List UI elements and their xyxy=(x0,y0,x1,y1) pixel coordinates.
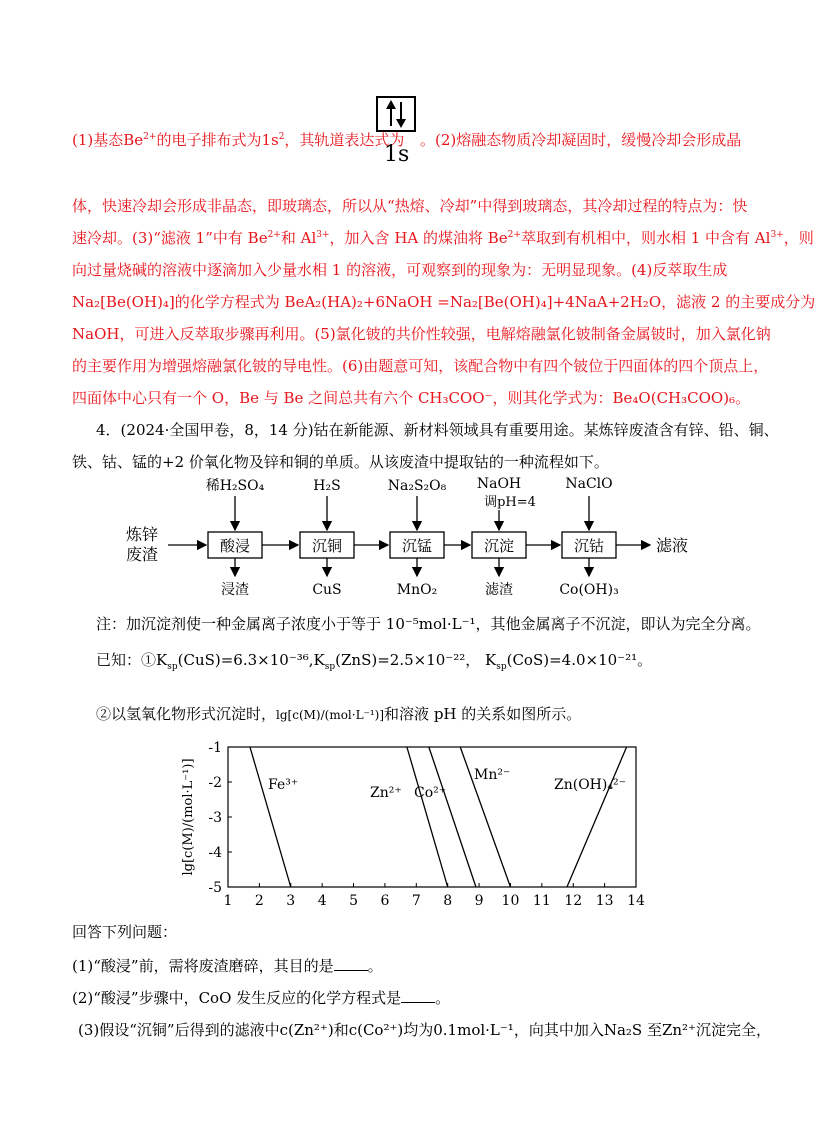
up-down-arrows-icon xyxy=(378,98,414,130)
superscript: 2 xyxy=(278,132,285,142)
flow-step-label: 沉铜 xyxy=(311,537,343,555)
text: (ZnS)=2.5×10⁻²²， K xyxy=(335,651,497,669)
text: 的电子排布式为1s xyxy=(156,131,279,149)
flow-step-label: 酸浸 xyxy=(219,537,251,555)
answer-blank[interactable] xyxy=(401,988,435,1003)
text: (1)基态Be xyxy=(72,131,144,149)
process-flow-diagram xyxy=(120,470,720,600)
text: (2)“酸浸”步骤中，CoO 发生反应的化学方程式是 xyxy=(72,989,402,1007)
text: 和溶液 pH 的关系如图所示。 xyxy=(384,705,582,723)
superscript: 3+ xyxy=(770,230,784,240)
reagent-label: 稀H₂SO₄ xyxy=(205,478,265,494)
x-tick-label: 1 xyxy=(223,893,233,909)
answer-blank[interactable] xyxy=(334,956,368,971)
reagent-label: Na₂S₂O₈ xyxy=(387,478,447,494)
text: 已知：① xyxy=(96,651,157,669)
y-tick-label: -4 xyxy=(208,845,222,861)
reagent-label: NaOH xyxy=(476,476,522,492)
text: ，加入含 HA 的煤油将 Be xyxy=(329,229,508,247)
solution-line-8: 四面体中心只有一个 O，Be 与 Be 之间总共有六个 CH₃COO⁻，则其化学式为：Be₄O(CH₃COO)₆。 xyxy=(72,389,751,407)
text: (CoS)=4.0×10⁻²¹ xyxy=(506,651,638,669)
flow-step-label: 沉淀 xyxy=(483,537,515,555)
solution-line-3 xyxy=(72,228,814,248)
y-tick-label: -5 xyxy=(208,880,222,896)
series-label: Fe³⁺ xyxy=(268,777,299,793)
text: (1)“酸浸”前，需将废渣磨碎，其目的是 xyxy=(72,957,334,975)
x-tick-label: 5 xyxy=(349,893,358,909)
flow-start-1: 炼锌 xyxy=(126,525,159,544)
product-label: CuS xyxy=(312,582,342,598)
flow-start-2: 废渣 xyxy=(126,545,159,564)
x-tick-label: 4 xyxy=(317,893,327,909)
x-tick-label: 13 xyxy=(595,893,614,909)
reagent-extra-label: 调pH=4 xyxy=(484,495,536,510)
note-line: 注：加沉淀剂使一种金属离子浓度小于等于 10⁻⁵mol·L⁻¹，其他金属离子不沉淀，即认为完全分离。 xyxy=(96,615,761,633)
solution-line-7: 的主要作用为增强熔融氯化铍的导电性。(6)由题意可知，该配合物中有四个铍位于四面体的四个顶点上， xyxy=(72,357,769,375)
text: 。 xyxy=(637,651,653,669)
text: 和 Al xyxy=(280,229,317,247)
text: (CuS)=6.3×10⁻³⁶,K xyxy=(177,651,325,669)
solution-line-1b: 。(2)熔融态物质冷却凝固时，缓慢冷却会形成晶 xyxy=(420,131,742,149)
x-tick-label: 9 xyxy=(474,893,484,909)
known-line xyxy=(96,650,652,670)
subscript: sp xyxy=(496,662,507,672)
series-label: Co²⁺ xyxy=(414,785,447,801)
reagent-label: H₂S xyxy=(313,478,341,494)
solution-line-6: NaOH，可进入反萃取步骤再利用。(5)氯化铍的共价性较强，电解熔融氯化铍制备金属铍时，加入氯化钠 xyxy=(72,325,771,343)
superscript: 3+ xyxy=(316,230,330,240)
sub-question-3: (3)假设“沉铜”后得到的滤液中c(Zn²⁺)和c(Co²⁺)均为0.1mol·L⁻¹，向其中加入Na₂S 至Zn²⁺沉淀完全， xyxy=(78,1021,771,1039)
question-line-1: 4．(2024·全国甲卷，8，14 分)钴在新能源、新材料领域具有重要用途。某炼锌废渣含有锌、铅、铜、 xyxy=(96,421,779,439)
y-tick-label: -1 xyxy=(208,740,222,756)
flow-step-acid-leach xyxy=(208,532,262,558)
text: 。 xyxy=(367,957,383,975)
flow-step-precipitate xyxy=(472,532,526,558)
solution-line-2: 体，快速冷却会形成非晶态，即玻璃态，所以从“热熔、冷却”中得到玻璃态，其冷却过程的特点为：快 xyxy=(72,197,748,215)
solution-line-5: Na₂[Be(OH)₄]的化学方程式为 BeA₂(HA)₂+6NaOH =Na₂[Be(OH)₄]+4NaA+2H₂O，滤液 2 的主要成分为 xyxy=(72,293,815,311)
series-line xyxy=(567,747,627,887)
solution-line-4: 向过量烧碱的溶液中逐滴加入少量水相 1 的溶液，可观察到的现象为：无明显现象。(4)反萃取生成 xyxy=(72,261,728,279)
solution-line-1 xyxy=(72,130,404,150)
y-axis-label: lg[c(M)/(mol·L⁻¹)] xyxy=(181,758,196,876)
product-label: 滤渣 xyxy=(485,582,513,598)
superscript: 2+ xyxy=(143,132,157,142)
question-line-2: 铁、钴、锰的+2 价氧化物及锌和铜的单质。从该废渣中提取钴的一种流程如下。 xyxy=(72,453,609,471)
flow-step-label: 沉锰 xyxy=(401,537,433,555)
superscript: 2+ xyxy=(267,230,281,240)
y-tick-label: -2 xyxy=(208,775,222,791)
text: 。 xyxy=(435,989,451,1007)
text: 萃取到有机相中，则水相 1 中含有 Al xyxy=(520,229,771,247)
flow-step-copper xyxy=(300,532,354,558)
x-tick-label: 12 xyxy=(564,893,583,909)
superscript: 2+ xyxy=(507,230,521,240)
subscript: sp xyxy=(324,662,336,672)
text: ，则 xyxy=(783,229,814,247)
x-tick-label: 3 xyxy=(286,893,296,909)
flow-step-cobalt xyxy=(562,532,616,558)
formula: lg[c(M)/(mol·L⁻¹)] xyxy=(276,708,385,722)
product-label: MnO₂ xyxy=(396,582,438,598)
series-label: Zn(OH)₄²⁻ xyxy=(554,777,626,793)
x-tick-label: 11 xyxy=(532,893,551,909)
lg-concentration-vs-ph-chart xyxy=(170,735,670,915)
flow-end: 滤液 xyxy=(656,536,689,555)
plot-frame xyxy=(228,747,636,887)
x-tick-label: 2 xyxy=(254,893,264,909)
x-tick-label: 8 xyxy=(443,893,453,909)
sub-question-1 xyxy=(72,956,383,976)
orbital-box xyxy=(376,96,416,132)
reagent-label: NaClO xyxy=(565,476,613,492)
text: K xyxy=(156,651,168,669)
product-label: 浸渣 xyxy=(221,582,249,598)
answer-intro: 回答下列问题： xyxy=(72,923,178,941)
subscript: sp xyxy=(167,662,178,672)
series-line xyxy=(250,747,291,887)
text: 速冷却。(3)“滤液 1”中有 Be xyxy=(72,229,268,247)
flow-step-label: 沉钴 xyxy=(573,537,605,555)
x-tick-label: 10 xyxy=(501,893,520,909)
series-label: Mn²⁻ xyxy=(474,767,511,783)
sub-question-2 xyxy=(72,988,450,1008)
orbital-label: 1s xyxy=(384,142,410,167)
series-line xyxy=(407,747,448,887)
flow-step-manganese xyxy=(390,532,444,558)
series-line xyxy=(429,747,476,887)
x-tick-label: 14 xyxy=(627,893,645,909)
x-tick-label: 6 xyxy=(380,893,390,909)
hydroxide-line xyxy=(96,704,581,725)
x-tick-label: 7 xyxy=(411,893,421,909)
text: ②以氢氧化物形式沉淀时， xyxy=(96,705,277,723)
product-label: Co(OH)₃ xyxy=(559,582,619,598)
text: ，其轨道表达式为 xyxy=(284,131,405,149)
y-tick-label: -3 xyxy=(208,810,222,826)
series-label: Zn²⁺ xyxy=(370,785,402,801)
